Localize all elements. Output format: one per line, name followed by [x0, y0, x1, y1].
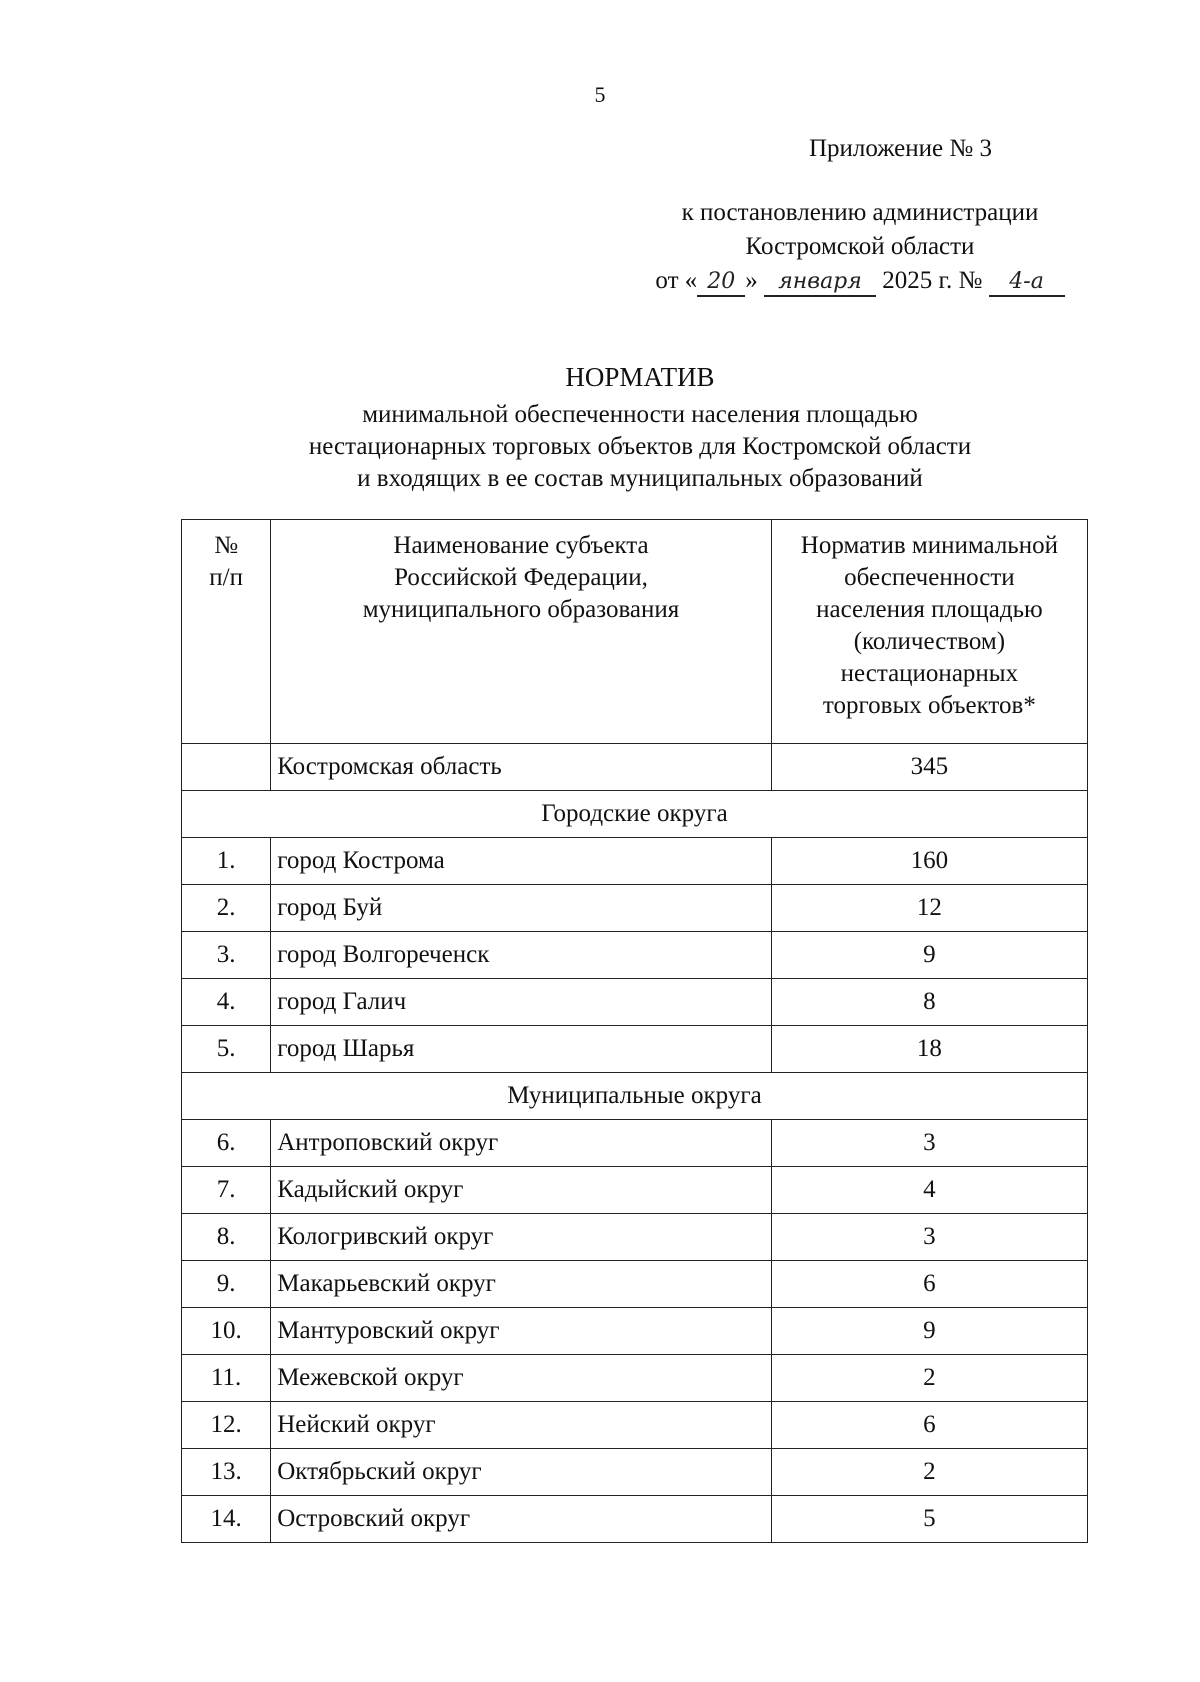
subtitle-line-2: нестационарных торговых объектов для Костромской области	[308, 433, 972, 460]
header-norm-line-3: населения площадью	[816, 596, 1043, 623]
region-name: Костромская область	[271, 744, 772, 791]
row-name: Мантуровский округ	[271, 1308, 772, 1355]
decree-date-prefix: от «	[655, 267, 698, 294]
section-row-municipal	[182, 1073, 1088, 1120]
row-number: 1.	[182, 838, 271, 885]
table-row-region	[182, 744, 1088, 791]
row-number: 4.	[182, 979, 271, 1026]
decree-line-2: Костромской области	[745, 233, 975, 260]
region-value: 345	[771, 744, 1087, 791]
table-row	[182, 1402, 1088, 1449]
row-value: 4	[771, 1167, 1087, 1214]
row-name: Макарьевский округ	[271, 1261, 772, 1308]
norm-table	[181, 519, 1088, 1543]
page-number: 5	[594, 82, 606, 107]
row-value: 6	[771, 1261, 1087, 1308]
row-value: 3	[771, 1214, 1087, 1261]
row-name: Октябрьский округ	[271, 1449, 772, 1496]
row-value: 8	[771, 979, 1087, 1026]
row-number: 11.	[182, 1355, 271, 1402]
header-name	[271, 520, 772, 744]
row-number: 6.	[182, 1120, 271, 1167]
handwritten-month: января	[764, 269, 876, 297]
row-value: 9	[771, 1308, 1087, 1355]
header-number	[182, 520, 271, 744]
row-name: город Галич	[271, 979, 772, 1026]
table-row	[182, 838, 1088, 885]
header-norm-line-6: торговых объектов*	[822, 692, 1036, 719]
row-value: 160	[771, 838, 1087, 885]
table-row	[182, 979, 1088, 1026]
row-number: 10.	[182, 1308, 271, 1355]
section-heading-city: Городские округа	[182, 791, 1088, 838]
table-row	[182, 1308, 1088, 1355]
row-number: 14.	[182, 1496, 271, 1543]
table-row	[182, 1449, 1088, 1496]
header-name-line-3: муниципального образования	[362, 596, 680, 623]
header-norm	[771, 520, 1087, 744]
row-name: город Буй	[271, 885, 772, 932]
document-title: НОРМАТИВ	[565, 362, 715, 392]
header-norm-line-1: Норматив минимальной	[800, 532, 1058, 559]
row-value: 18	[771, 1026, 1087, 1073]
row-value: 5	[771, 1496, 1087, 1543]
table-row	[182, 1167, 1088, 1214]
row-number: 9.	[182, 1261, 271, 1308]
row-value: 2	[771, 1449, 1087, 1496]
subtitle-line-1: минимальной обеспеченности населения площадью	[362, 401, 918, 428]
header-name-line-1: Наименование субъекта	[393, 532, 649, 559]
row-name: Антроповский округ	[271, 1120, 772, 1167]
row-name: Кологривский округ	[271, 1214, 772, 1261]
region-number	[182, 744, 271, 791]
table-row	[182, 1261, 1088, 1308]
header-norm-line-4: (количеством)	[853, 628, 1006, 655]
decree-quote-close: »	[745, 267, 758, 294]
row-value: 12	[771, 885, 1087, 932]
handwritten-day: 20	[697, 269, 745, 297]
table-row	[182, 1026, 1088, 1073]
subtitle-line-3: и входящих в ее состав муниципальных образований	[357, 465, 923, 492]
table-header-row	[182, 520, 1088, 744]
appendix-title: Приложение № 3	[808, 135, 992, 162]
row-name: город Кострома	[271, 838, 772, 885]
row-number: 2.	[182, 885, 271, 932]
row-name: Межевской округ	[271, 1355, 772, 1402]
decree-year-text: 2025 г. №	[882, 267, 983, 294]
header-number-line-2: п/п	[209, 564, 243, 591]
table-row	[182, 1355, 1088, 1402]
table-row	[182, 1496, 1088, 1543]
row-number: 3.	[182, 932, 271, 979]
table-row	[182, 1214, 1088, 1261]
row-value: 3	[771, 1120, 1087, 1167]
row-number: 7.	[182, 1167, 271, 1214]
row-value: 2	[771, 1355, 1087, 1402]
header-number-line-1: №	[214, 532, 239, 559]
row-name: город Волгореченск	[271, 932, 772, 979]
section-row-city	[182, 791, 1088, 838]
row-number: 13.	[182, 1449, 271, 1496]
header-norm-line-5: нестационарных	[840, 660, 1019, 687]
decree-reference	[600, 196, 1120, 298]
header-norm-line-2: обеспеченности	[844, 564, 1015, 591]
row-name: Кадыйский округ	[271, 1167, 772, 1214]
handwritten-decree-number: 4-а	[989, 269, 1065, 297]
document-subtitle	[0, 399, 1200, 495]
header-name-line-2: Российской Федерации,	[394, 564, 648, 591]
row-number: 8.	[182, 1214, 271, 1261]
row-value: 9	[771, 932, 1087, 979]
row-name: город Шарья	[271, 1026, 772, 1073]
decree-line-1: к постановлению администрации	[681, 199, 1039, 226]
row-number: 5.	[182, 1026, 271, 1073]
row-value: 6	[771, 1402, 1087, 1449]
table-row	[182, 932, 1088, 979]
section-heading-municipal: Муниципальные округа	[182, 1073, 1088, 1120]
table-row	[182, 1120, 1088, 1167]
row-name: Островский округ	[271, 1496, 772, 1543]
decree-date-line	[600, 264, 1120, 298]
row-number: 12.	[182, 1402, 271, 1449]
table-row	[182, 885, 1088, 932]
row-name: Нейский округ	[271, 1402, 772, 1449]
